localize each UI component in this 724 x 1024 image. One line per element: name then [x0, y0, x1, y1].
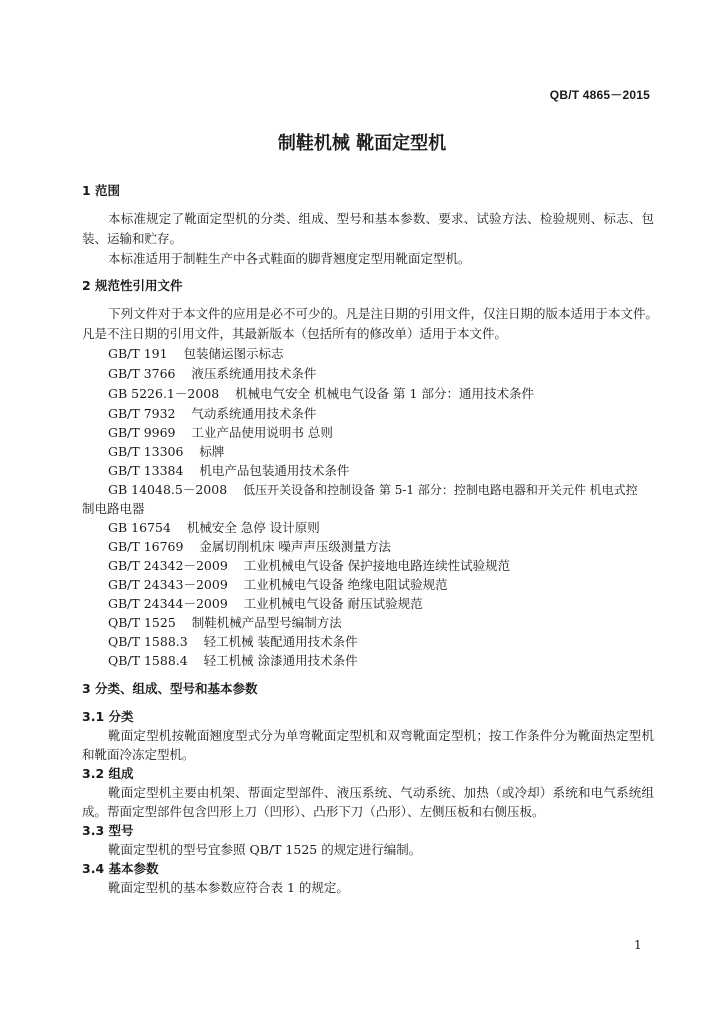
reference-item [108, 634, 358, 650]
reference-code: QB/T 1588.4 [108, 653, 188, 668]
section-2-heading: 2 规范性引用文件 [82, 278, 183, 293]
page-number: 1 [634, 938, 642, 952]
reference-item [108, 615, 342, 631]
reference-title: 气动系统通用技术条件 [191, 406, 317, 421]
reference-item-continuation [82, 501, 145, 517]
reference-title: 机电产品包装通用技术条件 [199, 463, 350, 478]
reference-title: 金属切削机床 噪声声压级测量方法 [199, 539, 391, 554]
reference-code: GB/T 13384 [108, 463, 184, 478]
reference-code: GB/T 24344－2009 [108, 596, 228, 611]
section-3-1-heading: 3.1 分类 [82, 709, 134, 724]
reference-item [108, 366, 316, 382]
reference-title: 低压开关设备和控制设备 第 5-1 部分：控制电路电器和开关元件 机电式控 [243, 483, 638, 497]
section-2-intro-line-1: 下列文件对于本文件的应用是必不可少的。凡是注日期的引用文件，仅注日期的版本适用于本文件。 [108, 306, 659, 321]
reference-item [108, 444, 224, 460]
section-3-3-line-1: 靴面定型机的型号宜参照 QB/T 1525 的规定进行编制。 [108, 842, 422, 857]
reference-code: GB/T 24342－2009 [108, 558, 228, 573]
reference-item [108, 577, 448, 593]
reference-code: GB/T 7932 [108, 406, 176, 421]
reference-title: 制鞋机械产品型号编制方法 [191, 615, 342, 630]
reference-title: 工业机械电气设备 绝缘电阻试验规范 [243, 577, 448, 592]
section-3-1-line-1: 靴面定型机按靴面翘度型式分为单弯靴面定型机和双弯靴面定型机；按工作条件分为靴面热定型机 [108, 728, 654, 743]
section-3-2-heading: 3.2 组成 [82, 766, 134, 781]
reference-code: QB/T 1588.3 [108, 634, 188, 649]
reference-title: 工业机械电气设备 耐压试验规范 [243, 596, 423, 611]
reference-item [108, 463, 349, 479]
reference-item [108, 346, 283, 362]
reference-code: GB 5226.1－2008 [108, 386, 220, 401]
reference-code: GB/T 191 [108, 346, 168, 361]
section-1-paragraph-2: 本标准适用于制鞋生产中各式鞋面的脚背翘度定型用靴面定型机。 [108, 251, 471, 266]
section-1-paragraph-1-line-2: 装、运输和贮存。 [82, 231, 183, 246]
reference-item [108, 558, 510, 574]
reference-title: 轻工机械 装配通用技术条件 [203, 634, 358, 649]
section-1-heading: 1 范围 [82, 183, 121, 198]
reference-title: 机械安全 急停 设计原则 [186, 520, 320, 535]
reference-code: QB/T 1525 [108, 615, 176, 630]
section-3-4-heading: 3.4 基本参数 [82, 861, 159, 876]
reference-item [108, 425, 333, 441]
reference-item [108, 539, 391, 555]
reference-item [108, 520, 320, 536]
reference-code: GB 16754 [108, 520, 171, 535]
reference-code: GB/T 16769 [108, 539, 184, 554]
section-3-3-heading: 3.3 型号 [82, 823, 134, 838]
reference-item [108, 406, 316, 422]
reference-item [108, 386, 534, 402]
reference-item [108, 596, 423, 612]
reference-title: 工业机械电气设备 保护接地电路连续性试验规范 [243, 558, 511, 573]
section-3-4-line-1: 靴面定型机的基本参数应符合表 1 的规定。 [108, 880, 349, 895]
reference-title: 工业产品使用说明书 总则 [191, 425, 333, 440]
section-3-heading: 3 分类、组成、型号和基本参数 [82, 681, 258, 696]
section-3-2-line-2: 成。帮面定型部件包含凹形上刀（凹形）、凸形下刀（凸形）、左侧压板和右侧压板。 [82, 804, 545, 819]
standard-code: QB/T 4865－2015 [549, 88, 650, 102]
reference-code: GB/T 3766 [108, 366, 176, 381]
reference-code: GB/T 24343－2009 [108, 577, 228, 592]
document-title: 制鞋机械 靴面定型机 [277, 133, 447, 154]
section-1-paragraph-1-line-1: 本标准规定了靴面定型机的分类、组成、型号和基本参数、要求、试验方法、检验规则、标志、包 [108, 211, 654, 226]
reference-title: 制电路电器 [82, 501, 145, 516]
reference-item [108, 653, 358, 669]
reference-item [108, 482, 654, 498]
reference-title: 轻工机械 涂漆通用技术条件 [203, 653, 358, 668]
reference-title: 机械电气安全 机械电气设备 第 1 部分：通用技术条件 [235, 386, 534, 401]
section-3-1-line-2: 和靴面冷冻定型机。 [82, 747, 195, 762]
reference-title: 标牌 [199, 444, 225, 459]
reference-code: GB/T 9969 [108, 425, 176, 440]
section-2-intro-line-2: 凡是不注日期的引用文件，其最新版本（包括所有的修改单）适用于本文件。 [82, 326, 508, 341]
reference-code: GB/T 13306 [108, 444, 184, 459]
reference-title: 包装储运图示标志 [183, 346, 284, 361]
reference-title: 液压系统通用技术条件 [191, 366, 317, 381]
reference-code: GB 14048.5－2008 [108, 482, 228, 497]
section-3-2-line-1: 靴面定型机主要由机架、帮面定型部件、液压系统、气动系统、加热（或冷却）系统和电气系统组 [108, 785, 654, 800]
